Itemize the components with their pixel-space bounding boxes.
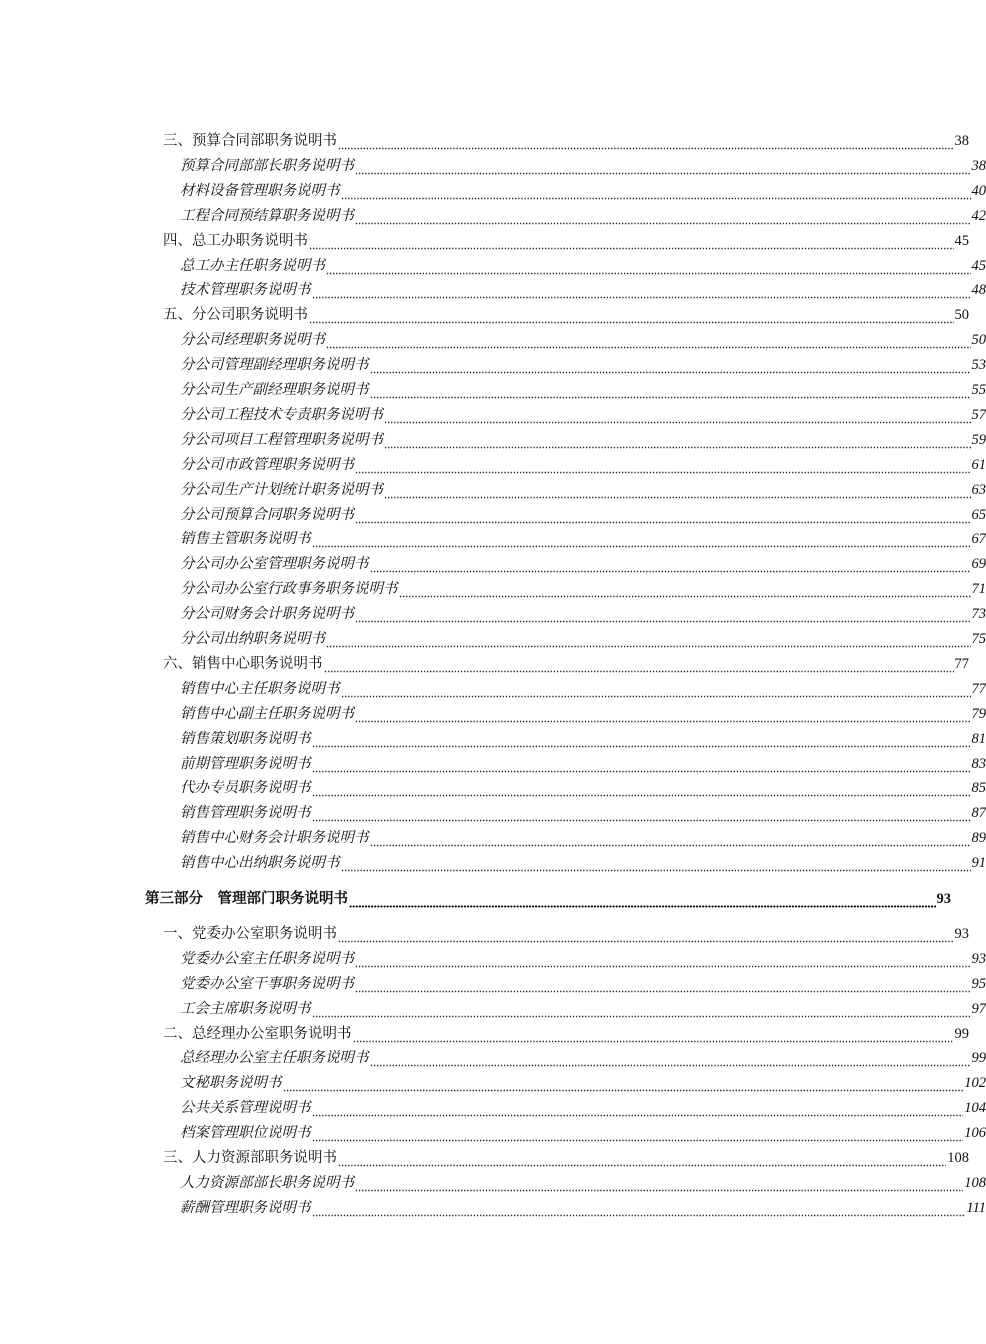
toc-entry-title: 分公司预算合同职务说明书 — [180, 506, 354, 523]
dot-leader — [338, 927, 954, 943]
toc-subentry[interactable] — [0, 773, 986, 797]
toc-subentry[interactable] — [0, 1043, 986, 1067]
dot-leader — [283, 1076, 964, 1092]
toc-subentry[interactable] — [0, 425, 986, 449]
toc-page-number: 93 — [954, 925, 969, 942]
toc-entry-title: 薪酬管理职务说明书 — [180, 1199, 311, 1216]
toc-subentry[interactable] — [0, 375, 986, 399]
toc-subentry[interactable] — [0, 524, 986, 548]
toc-page-number: 95 — [971, 975, 986, 992]
toc-subentry[interactable] — [0, 350, 986, 374]
toc-entry-title: 销售主管职务说明书 — [180, 531, 311, 548]
toc-page-number: 75 — [971, 631, 986, 647]
dot-leader — [399, 582, 971, 598]
toc-page-number: 50 — [954, 307, 969, 324]
toc-entry-title: 技术管理职务说明书 — [180, 282, 311, 299]
toc-subentry[interactable] — [0, 1118, 986, 1142]
toc-subentry[interactable] — [0, 823, 986, 847]
toc-entry-title: 分公司生产副经理职务说明书 — [180, 382, 369, 398]
dot-leader — [312, 1002, 971, 1018]
toc-subentry[interactable] — [0, 1093, 986, 1117]
dot-leader — [355, 508, 971, 524]
toc-page-number: 83 — [971, 755, 986, 772]
toc-entry-title: 分公司项目工程管理职务说明书 — [180, 431, 383, 448]
dot-leader — [312, 781, 971, 797]
toc-page-number: 53 — [971, 357, 986, 374]
toc-entry-title: 分公司财务会计职务说明书 — [180, 606, 354, 623]
toc-page-number: 77 — [971, 680, 986, 697]
toc-subentry[interactable] — [0, 201, 986, 225]
dot-leader — [312, 806, 971, 822]
toc-subentry[interactable] — [0, 1168, 986, 1192]
toc-page-number: 40 — [971, 182, 986, 199]
toc-subentry[interactable] — [0, 969, 986, 993]
dot-leader — [370, 1051, 971, 1067]
dot-leader — [370, 383, 971, 399]
toc-page-number: 108 — [964, 1174, 986, 1191]
toc-page-number: 111 — [966, 1199, 986, 1216]
toc-page-number: 48 — [971, 282, 986, 299]
toc-entry-title: 销售中心主任职务说明书 — [180, 680, 340, 697]
dot-leader — [355, 209, 971, 225]
toc-entry-title: 预算合同部部长职务说明书 — [180, 157, 354, 174]
toc-subentry[interactable] — [0, 176, 986, 200]
dot-leader — [312, 757, 971, 773]
dot-leader — [384, 433, 971, 449]
toc-entry-title: 一、党委办公室职务说明书 — [163, 925, 337, 942]
toc-entry-title: 档案管理职位说明书 — [180, 1125, 311, 1142]
dot-leader — [312, 732, 971, 748]
toc-page-number: 97 — [971, 1000, 986, 1017]
toc-entry-title: 销售策划职务说明书 — [180, 730, 311, 747]
toc-page-number: 57 — [971, 406, 986, 423]
dot-leader — [355, 977, 971, 993]
toc-page-number: 55 — [971, 382, 986, 398]
toc-page-number: 104 — [964, 1100, 986, 1117]
toc-entry-title: 文秘职务说明书 — [180, 1075, 282, 1092]
toc-page-number: 89 — [971, 830, 986, 847]
toc-entry-title: 公共关系管理说明书 — [180, 1100, 311, 1117]
toc-section-entry[interactable] — [0, 649, 969, 673]
toc-subentry[interactable] — [0, 674, 986, 698]
toc-entry-title: 分公司出纳职务说明书 — [180, 631, 325, 647]
toc-section-entry[interactable] — [0, 1143, 969, 1167]
dot-leader — [355, 458, 971, 474]
dot-leader — [355, 707, 971, 723]
toc-page-number: 67 — [971, 531, 986, 548]
toc-section-entry[interactable] — [0, 126, 969, 150]
toc-subentry[interactable] — [0, 251, 986, 275]
dot-leader — [341, 856, 971, 872]
toc-subentry[interactable] — [0, 151, 986, 175]
toc-subentry[interactable] — [0, 599, 986, 623]
dot-leader — [349, 892, 936, 908]
dot-leader — [353, 1027, 954, 1043]
toc-entry-title: 销售中心出纳职务说明书 — [180, 855, 340, 872]
toc-subentry[interactable] — [0, 400, 986, 424]
toc-subentry[interactable] — [0, 848, 986, 872]
toc-page-number: 63 — [971, 481, 986, 498]
toc-page-number: 50 — [971, 332, 986, 349]
toc-page-number: 91 — [971, 855, 986, 872]
toc-entry-title: 三、预算合同部职务说明书 — [163, 133, 337, 149]
toc-page-number: 79 — [971, 705, 986, 722]
dot-leader — [312, 1101, 964, 1117]
dot-leader — [326, 333, 971, 349]
dot-leader — [309, 308, 954, 324]
dot-leader — [370, 557, 971, 573]
toc-page-number: 77 — [954, 655, 969, 672]
toc-page-number: 59 — [971, 431, 986, 448]
toc-page-number: 108 — [947, 1150, 969, 1166]
toc-page-number: 106 — [964, 1125, 986, 1142]
toc-subentry[interactable] — [0, 749, 986, 773]
dot-leader — [309, 234, 954, 250]
toc-page-number: 69 — [971, 556, 986, 573]
toc-entry-title: 第三部分 管理部门职务说明书 — [145, 891, 348, 907]
toc-entry-title: 销售中心副主任职务说明书 — [180, 705, 354, 722]
dot-leader — [324, 657, 954, 673]
dot-leader — [341, 184, 971, 200]
toc-page-number: 45 — [954, 232, 969, 249]
toc-subentry[interactable] — [0, 549, 986, 573]
toc-page-number: 61 — [971, 456, 986, 473]
toc-entry-title: 党委办公室主任职务说明书 — [180, 950, 354, 967]
toc-entry-title: 分公司管理副经理职务说明书 — [180, 357, 369, 374]
dot-leader — [370, 358, 971, 374]
toc-subentry[interactable] — [0, 500, 986, 524]
toc-entry-title: 分公司办公室管理职务说明书 — [180, 556, 369, 573]
toc-page-number: 38 — [971, 157, 986, 174]
toc-subentry[interactable] — [0, 1068, 986, 1092]
toc-subentry[interactable] — [0, 475, 986, 499]
toc-subentry[interactable] — [0, 944, 986, 968]
toc-section-entry[interactable] — [0, 226, 969, 250]
toc-entry-title: 总工办主任职务说明书 — [180, 257, 325, 274]
toc-entry-title: 分公司市政管理职务说明书 — [180, 456, 354, 473]
toc-page-number: 99 — [954, 1025, 969, 1042]
toc-page-number: 85 — [971, 780, 986, 797]
toc-entry-title: 前期管理职务说明书 — [180, 755, 311, 772]
toc-section-entry[interactable] — [0, 919, 969, 943]
dot-leader — [312, 532, 971, 548]
toc-entry-title: 工程合同预结算职务说明书 — [180, 207, 354, 224]
toc-entry-title: 销售管理职务说明书 — [180, 805, 311, 822]
toc-page-number: 93 — [971, 950, 986, 967]
toc-subentry[interactable] — [0, 574, 986, 598]
toc-section-entry[interactable] — [0, 1019, 969, 1043]
toc-entry-title: 分公司工程技术专责职务说明书 — [180, 406, 383, 423]
dot-leader — [341, 682, 971, 698]
toc-subentry[interactable] — [0, 724, 986, 748]
toc-entry-title: 分公司生产计划统计职务说明书 — [180, 481, 383, 498]
toc-page-number: 73 — [971, 606, 986, 623]
dot-leader — [355, 1176, 963, 1192]
dot-leader — [355, 952, 971, 968]
toc-entry-title: 代办专员职务说明书 — [180, 780, 311, 797]
toc-subentry[interactable] — [0, 325, 986, 349]
toc-page-number: 99 — [971, 1050, 986, 1067]
toc-entry-title: 四、总工办职务说明书 — [163, 232, 308, 249]
toc-page-number: 87 — [971, 805, 986, 822]
dot-leader — [355, 159, 971, 175]
toc-entry-title: 销售中心财务会计职务说明书 — [180, 830, 369, 847]
toc-section-entry[interactable] — [0, 300, 969, 324]
toc-entry-title: 五、分公司职务说明书 — [163, 307, 308, 324]
toc-entry-title: 工会主席职务说明书 — [180, 1000, 311, 1017]
dot-leader — [355, 607, 971, 623]
toc-subentry[interactable] — [0, 1193, 986, 1217]
toc-page-number: 65 — [971, 506, 986, 523]
dot-leader — [312, 1201, 966, 1217]
toc-part-heading[interactable] — [0, 884, 951, 908]
toc-entry-title: 材料设备管理职务说明书 — [180, 182, 340, 199]
dot-leader — [338, 134, 954, 150]
toc-entry-title: 总经理办公室主任职务说明书 — [180, 1050, 369, 1067]
toc-entry-title: 二、总经理办公室职务说明书 — [163, 1025, 352, 1042]
toc-page-number: 102 — [964, 1075, 986, 1092]
toc-page-number: 71 — [971, 581, 986, 598]
toc-page-number: 81 — [971, 730, 986, 747]
toc-subentry[interactable] — [0, 450, 986, 474]
toc-entry-title: 人力资源部部长职务说明书 — [180, 1174, 354, 1191]
toc-entry-title: 分公司经理职务说明书 — [180, 332, 325, 349]
toc-entry-title: 三、人力资源部职务说明书 — [163, 1150, 337, 1166]
dot-leader — [384, 408, 971, 424]
toc-entry-title: 党委办公室干事职务说明书 — [180, 975, 354, 992]
dot-leader — [384, 483, 971, 499]
toc-page-number: 45 — [971, 257, 986, 274]
dot-leader — [370, 831, 971, 847]
toc-entry-title: 分公司办公室行政事务职务说明书 — [180, 581, 398, 598]
dot-leader — [312, 283, 971, 299]
toc-entry-title: 六、销售中心职务说明书 — [163, 655, 323, 672]
dot-leader — [312, 1126, 964, 1142]
toc-subentry[interactable] — [0, 275, 986, 299]
dot-leader — [338, 1151, 946, 1167]
toc-subentry[interactable] — [0, 798, 986, 822]
dot-leader — [326, 259, 971, 275]
toc-subentry[interactable] — [0, 699, 986, 723]
toc-page-number: 38 — [954, 133, 969, 149]
toc-subentry[interactable] — [0, 994, 986, 1018]
dot-leader — [326, 632, 971, 648]
toc-page-number: 93 — [936, 891, 951, 907]
toc-subentry[interactable] — [0, 624, 986, 648]
toc-page-number: 42 — [971, 207, 986, 224]
